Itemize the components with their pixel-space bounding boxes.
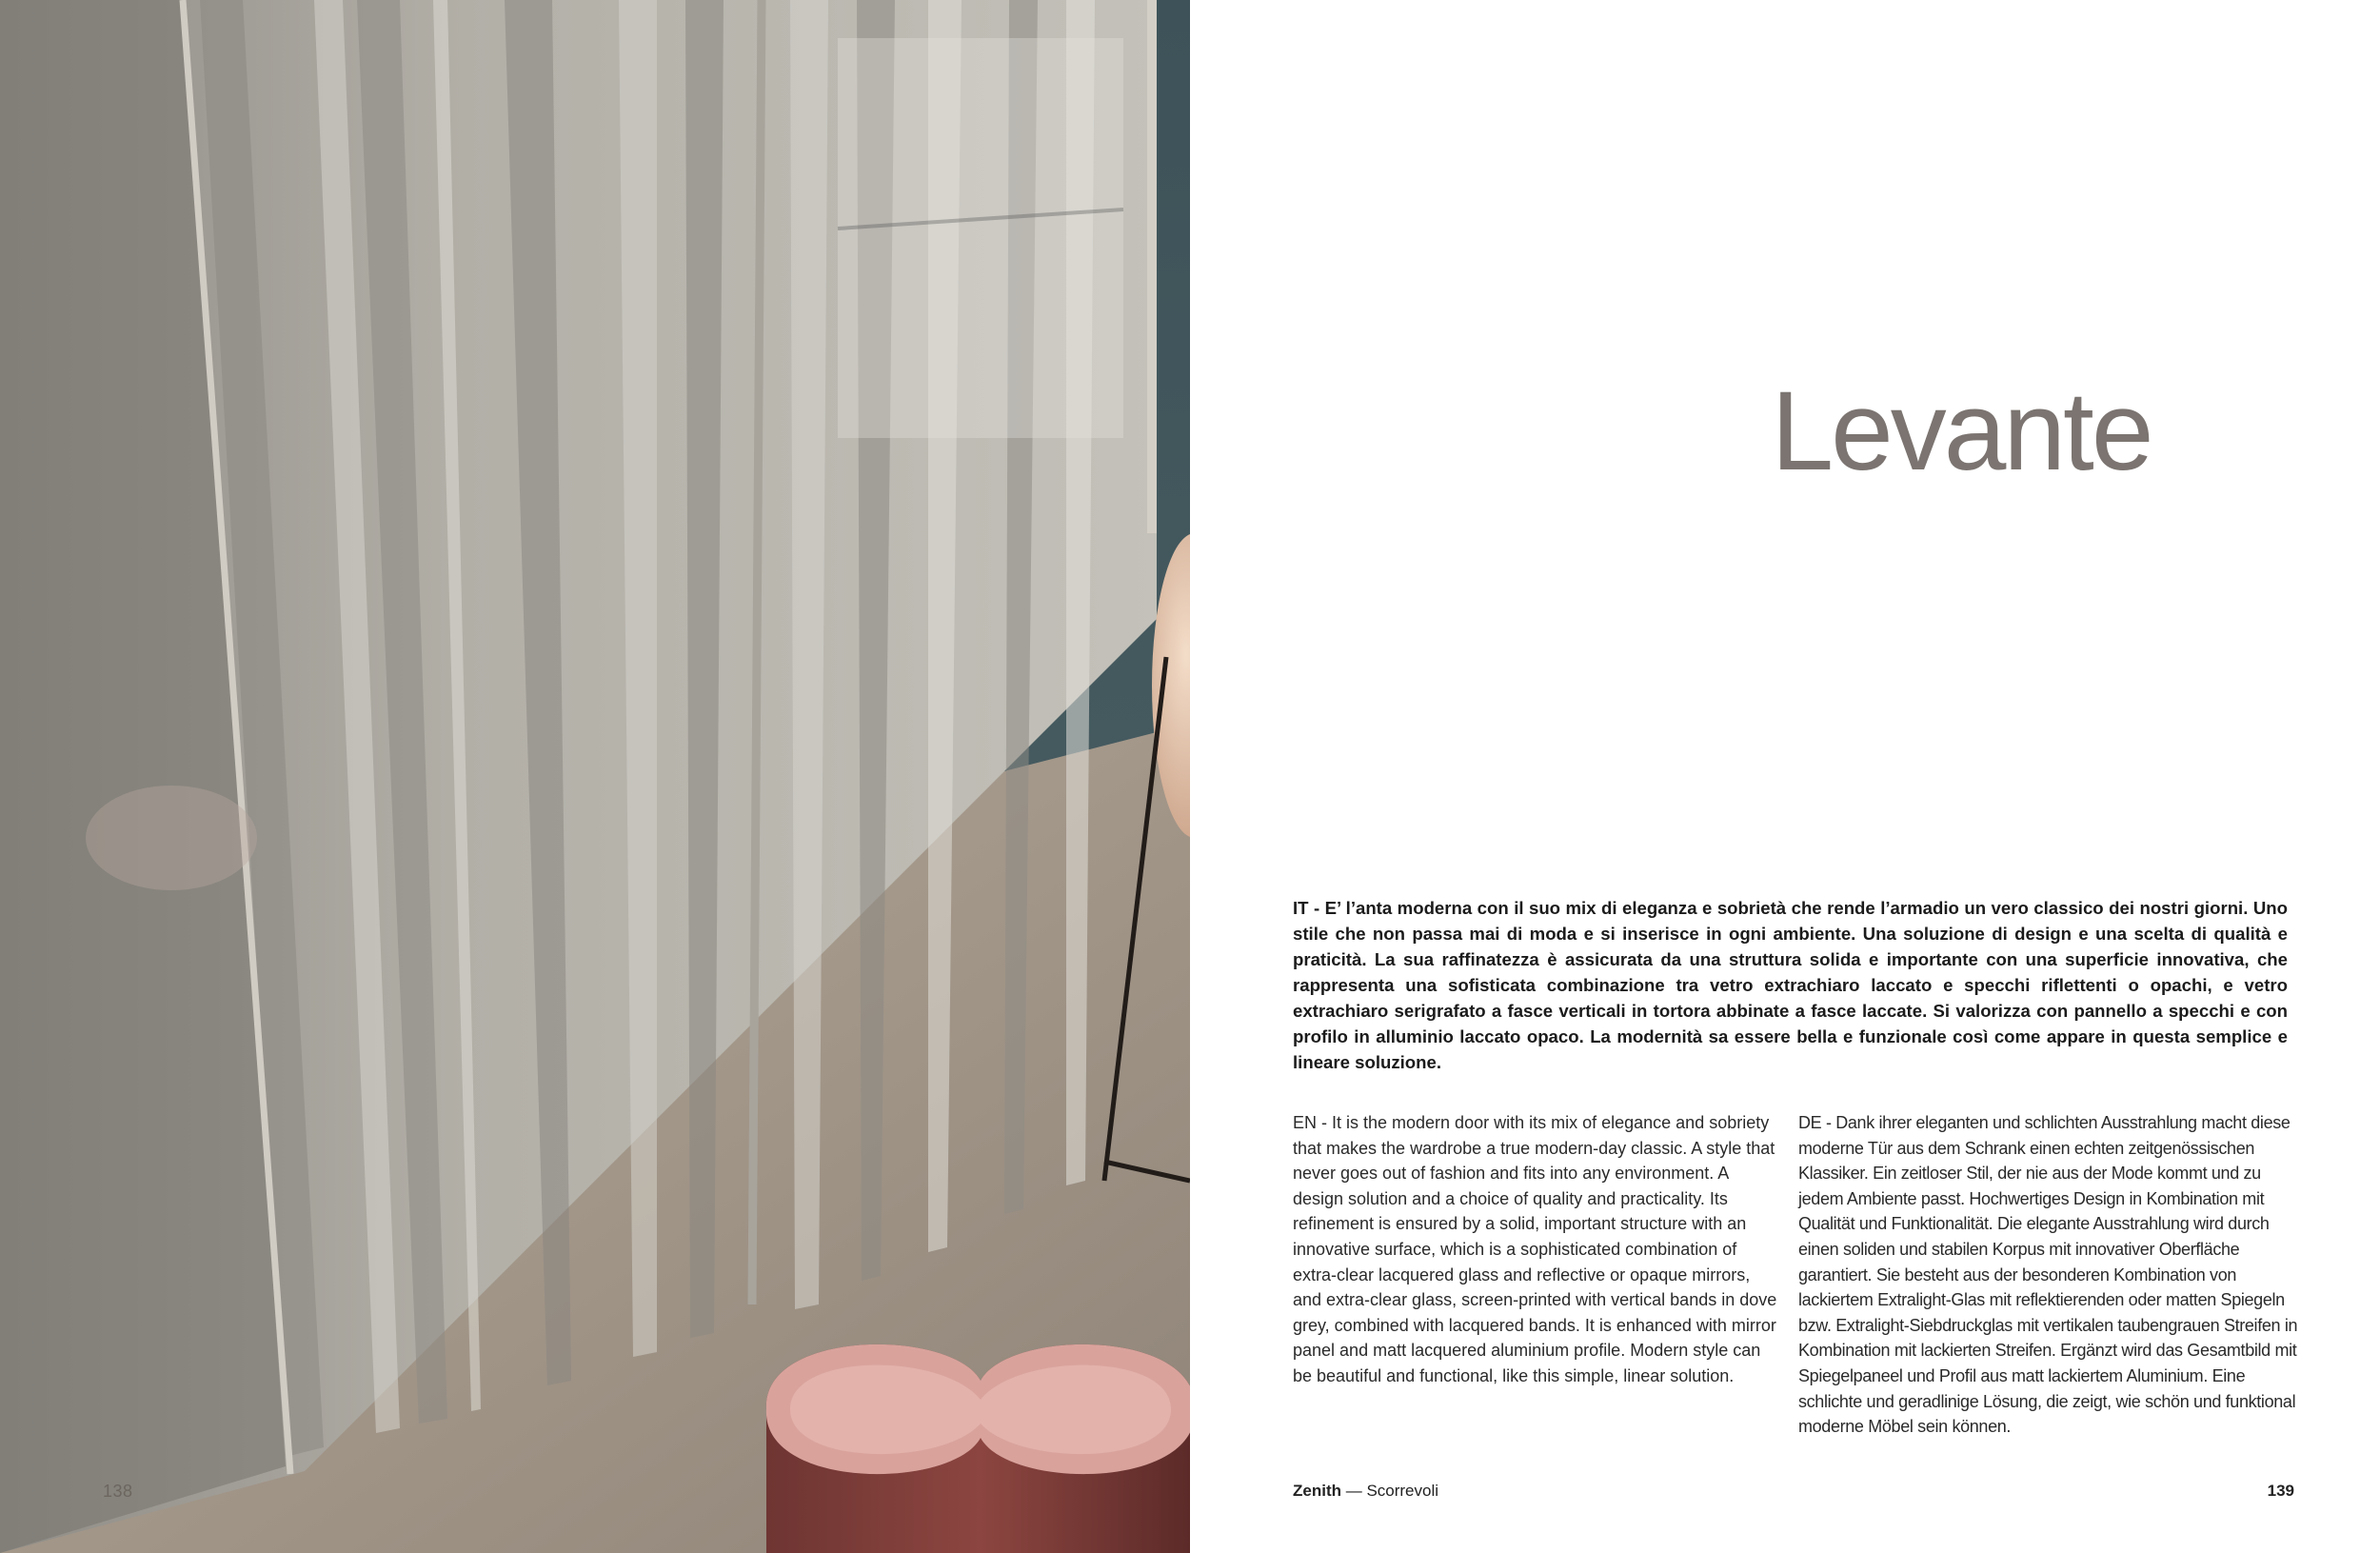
page-number-left: 138 — [103, 1482, 133, 1501]
footer-brand-name: Zenith — [1293, 1482, 1341, 1500]
footer-brand — [1293, 1482, 1438, 1501]
page-title: Levante — [1771, 368, 2152, 494]
german-paragraph: DE - Dank ihrer eleganten und schlichten Ausstrahlung macht diese moderne Tür aus dem Schrank einen echten zeitgenössischen Klassiker. Ein zeitloser Stil, der nie aus der Mode kommt und zu jedem Ambiente passt. Hochwertiges Design in Kombination mit Qualität und Funktionalität. Die elegante Ausstrahlung wird durch einen soliden und stabilen Korpus mit innovativer Oberfläche garantiert. Sie besteht aus der besonderen Kombination von lackiertem Extralight-Glas mit reflektierenden oder matten Spiegeln bzw. Extralight-Siebdruckglas mit vertikalen taubengrauen Streifen in Kombination mit lackierten Streifen. Ergänzt wird das Gesamtbild mit Spiegelpaneel und Profil aus matt lackiertem Aluminium. Eine schlichte und geradlinige Lösung, die zeigt, wie schön und funktional moderne Möbel sein können. — [1798, 1113, 2298, 1437]
footer-section-name: — Scorrevoli — [1341, 1482, 1439, 1500]
page-number-right: 139 — [2267, 1482, 2294, 1500]
italian-paragraph: IT - E’ l’anta moderna con il suo mix di eleganza e sobrietà che rende l’armadio un vero classico dei nostri giorni. Uno stile che non passa mai di moda e si inserisce in ogni ambiente. Una soluzione di design e una scelta di qualità e praticità. La sua raffinatezza è assicurata da una struttura solida e importante con una superficie innovativa, che rappresenta una sofisticata combinazione tra vetro extrachiaro laccato e specchi riflettenti o opachi, e vetro extrachiaro serigrafato a fasce verticali in tortora abbinate a fasce laccate. Si valorizza con pannello a specchi e con profilo in alluminio laccato opaco. La modernità sa essere bella e funzionale così come appare in questa semplice e lineare soluzione. — [1293, 898, 2288, 1072]
english-paragraph: EN - It is the modern door with its mix of elegance and sobriety that makes the wardrobe a true modern-day classic. A style that never goes out of fashion and fits into any environment. A design solution and a choice of quality and practicality. Its refinement is ensured by a solid, important structure with an innovative surface, which is a sophisticated combination of extra-clear lacquered glass and reflective or opaque mirrors, and extra-clear glass, screen-printed with vertical bands in dove grey, combined with lacquered bands. It is enhanced with mirror panel and matt lacquered aluminium profile. Modern style can be beautiful and functional, like this simple, linear solution. — [1293, 1113, 1777, 1385]
text-page — [1190, 0, 2380, 1553]
